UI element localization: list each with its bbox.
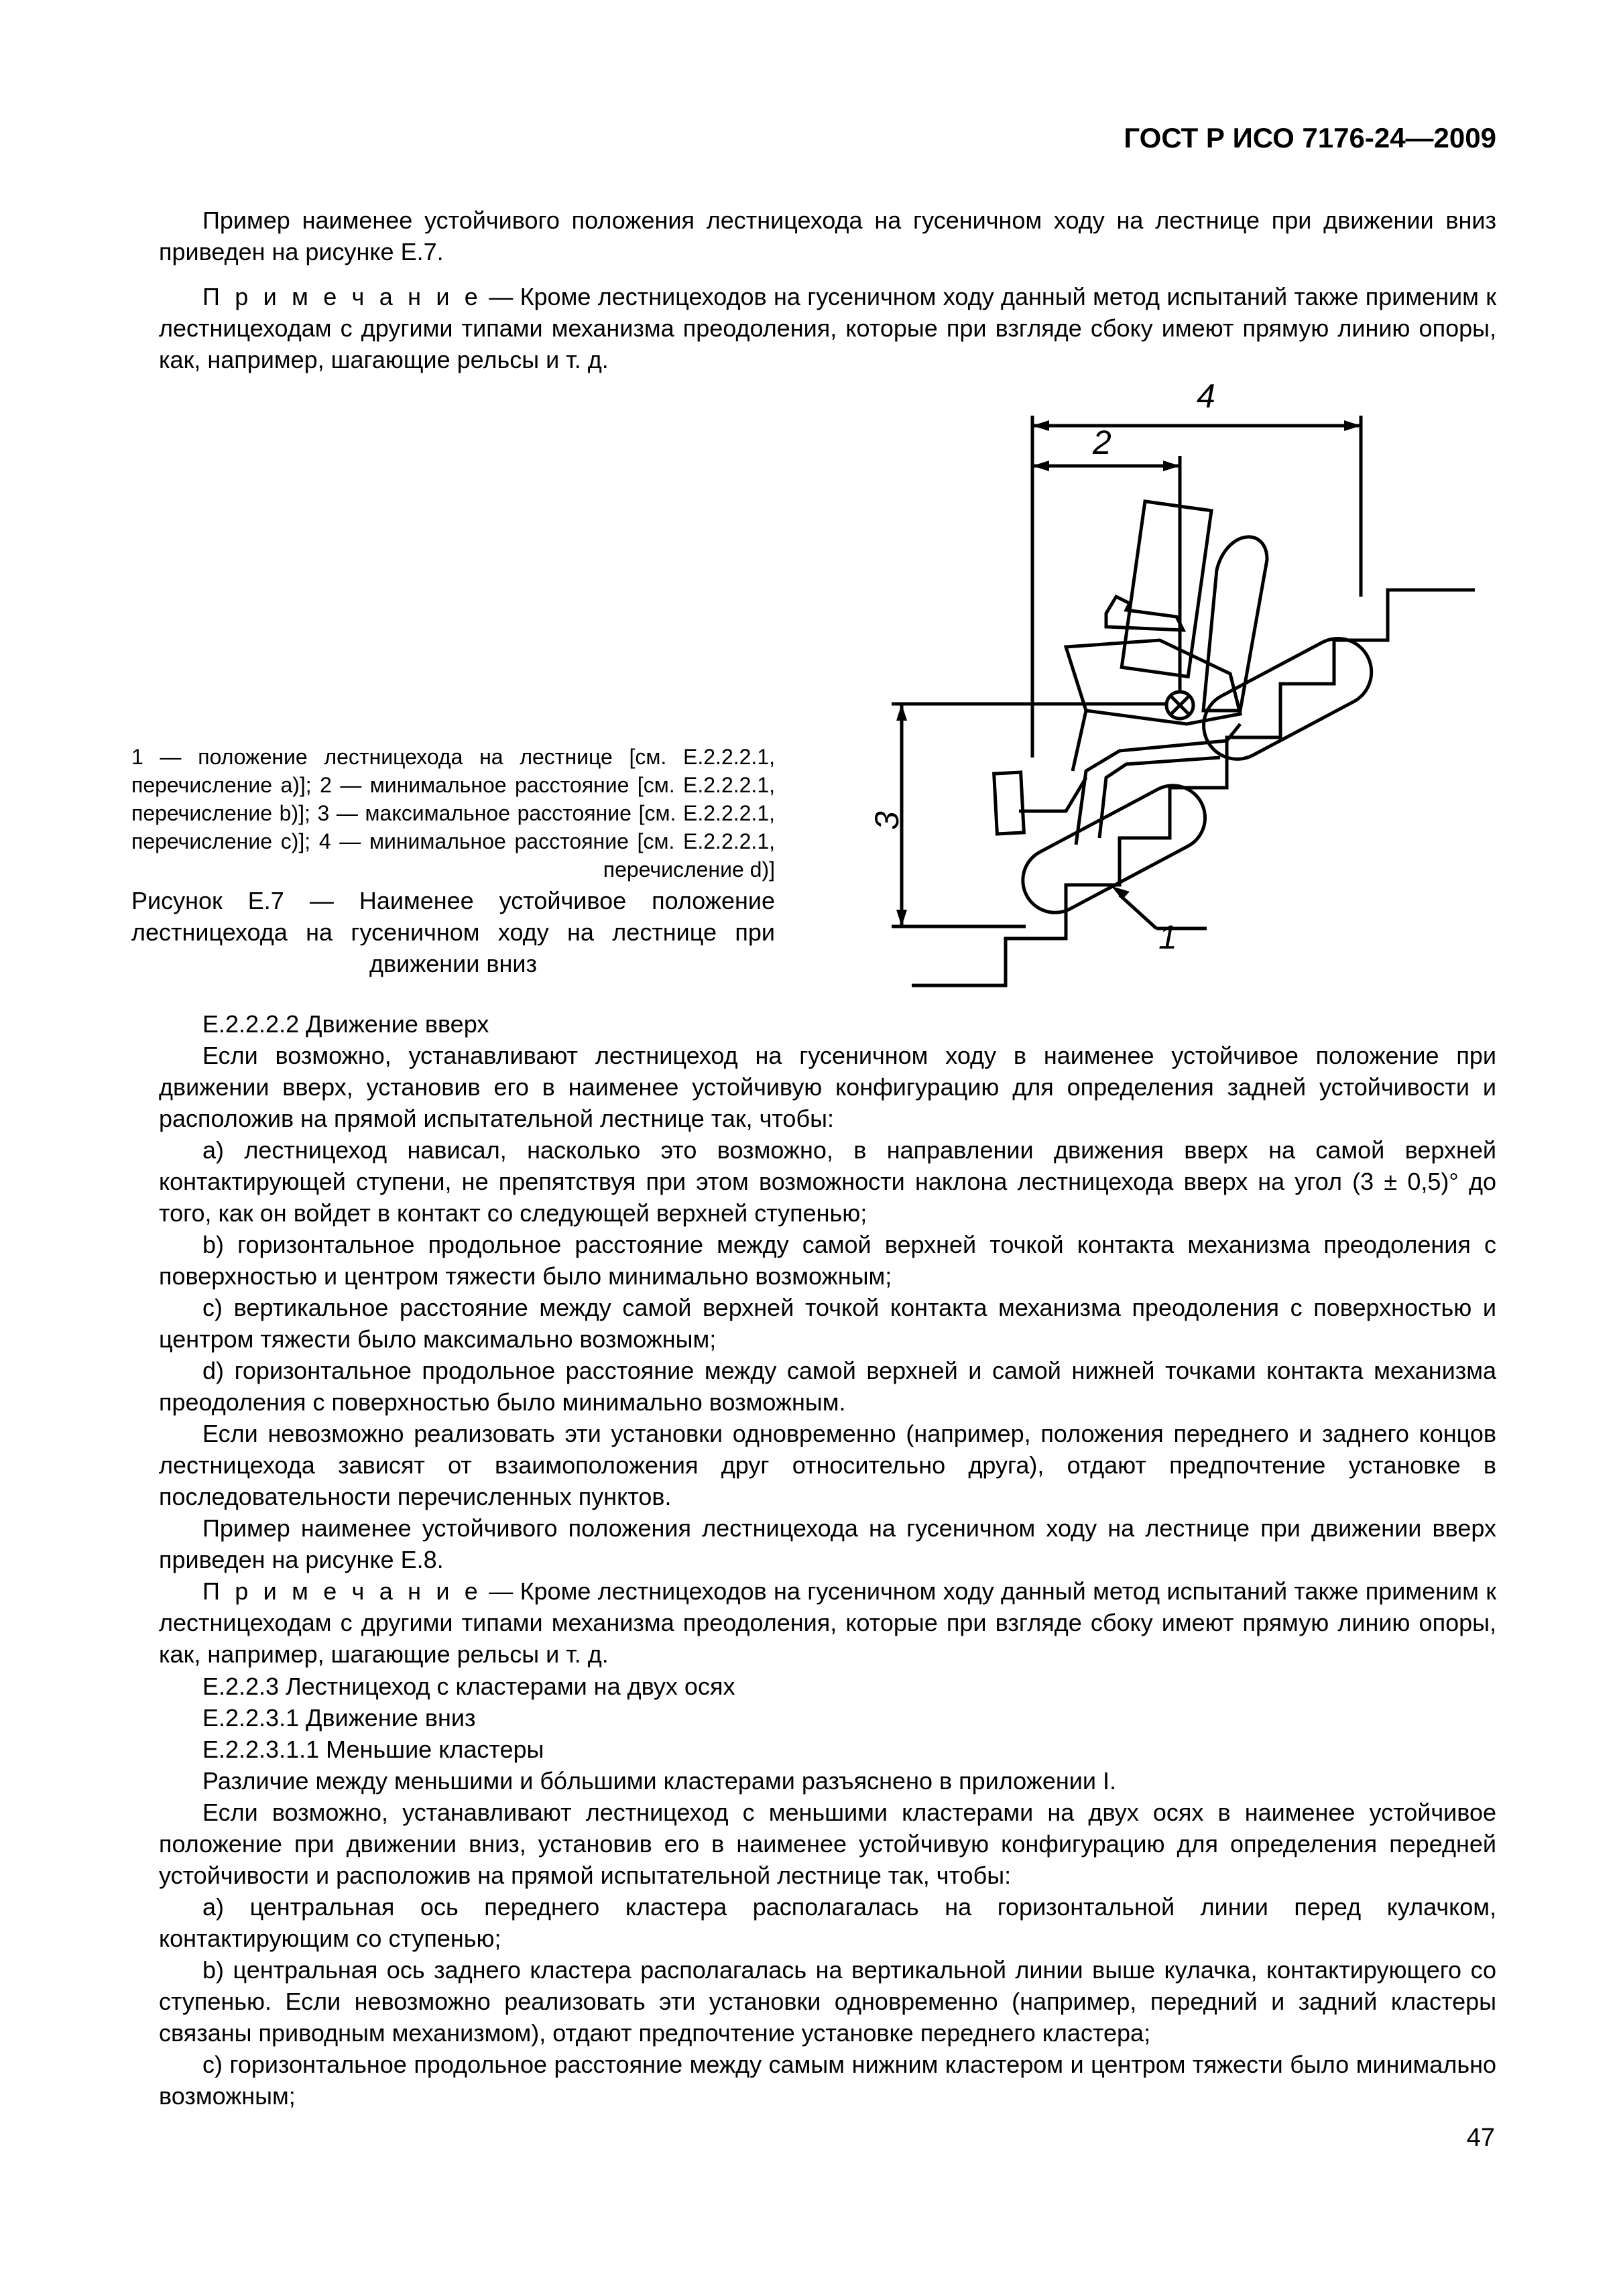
up-item-d: d) горизонтальное продольное расстояние между самой верхней и самой нижней точками контакта механизма преодоления с поверхностью было минимально возможным. [159,1357,1496,1416]
dimension-label-4: 4 [1197,377,1215,415]
up-paragraph-3: Пример наименее устойчивого положения лестницехода на гусеничном ходу на лестнице при движении вверх приведен на рисунке Е.8. [159,1514,1496,1573]
position-label-1: 1 [1158,918,1177,956]
up-paragraph-2: Если невозможно реализовать эти установки одновременно (например, положения переднего и заднего концов лестницехода зависят от взаимоположения друг относительно друга), отдают предпочтение установке в последовательности перечисленных пунктов. [159,1420,1496,1510]
note-text: — Кроме лестницеходов на гусеничном ходу данный метод испытаний также применим к лестницеходам с другими типами механизма преодоления, которые при взгляде сбоку имеют прямую линию опоры, как, например, шагающие рельсы и т. д. [159,283,1496,373]
upper-track [1192,627,1383,771]
up-paragraph-1: Если возможно, устанавливают лестницеход на гусеничном ходу в наименее устойчивое положение при движении вверх, установив его в наименее устойчивую конфигурацию для определения задней устойчивости и расположив на прямой испытательной лестнице так, чтобы: [159,1042,1496,1132]
heading-e22311: Е.2.2.3.1.1 Меньшие кластеры [202,1736,544,1763]
up-item-c: с) вертикальное расстояние между самой верхней точкой контакта механизма преодоления с поверхностью и центром тяжести было максимально возможным; [159,1294,1496,1353]
note-label: П р и м е ч а н и е [202,283,482,310]
standard-header: ГОСТ Р ИСО 7176-24—2009 [1124,122,1496,154]
intro-paragraph: Пример наименее устойчивого положения лестницехода на гусеничном ходу на лестнице при движении вниз приведен на рисунке Е.7. [159,206,1496,265]
dimension-label-2: 2 [1093,424,1111,461]
up-note [159,1575,1496,1670]
cluster-item-c: с) горизонтальное продольное расстояние между самым нижним кластером и центром тяжести было минимально возможным; [159,2051,1496,2110]
cluster-paragraph-1: Различие между меньшими и бóльшими кластерами разъяснено в приложении I. [202,1767,1116,1795]
cluster-item-b: b) центральная ось заднего кластера располагалась на вертикальной линии выше кулачка, контактирующего со ступенью. Если невозможно реализовать эти установки одновременно (например, передний и задний кластеры связаны приводным механизмом), отдают предпочтение установке переднего кластера; [159,1956,1496,2047]
heading-e223: Е.2.2.3 Лестницеход с кластерами на двух осях [202,1673,735,1700]
heading-e2222: Е.2.2.2.2 Движение вверх [202,1010,489,1038]
figure-e7-drawing [865,375,1508,1019]
figure-caption: Рисунок Е.7 — Наименее устойчивое положение лестницехода на гусеничном ходу на лестнице при движении вниз [131,887,775,977]
note-label: П р и м е ч а н и е [202,1577,482,1605]
lower-track [1012,774,1217,924]
figure-legend: 1 — положение лестницехода на лестнице [см. Е.2.2.2.1, перечисление а)]; 2 — минимальное расстояние [см. Е.2.2.2.1, перечисление b)]; 3 — максимальное расстояние [см. Е.2.2.2.1, перечисление с)]; 4 — минимальное расстояние [см. Е.2.2.2.1, перечисление d)] [131,745,775,882]
heading-e2231: Е.2.2.3.1 Движение вниз [202,1704,476,1732]
page-number: 47 [1466,2124,1495,2152]
up-item-a: а) лестницеход нависал, насколько это возможно, в направлении движения вверх на самой верхней контактирующей ступени, не препятствуя при этом возможности наклона лестницехода вверх на угол (3 ± 0,5)° до того, как он войдет в контакт со следующей верхней ступенью; [159,1136,1496,1227]
note-text: — Кроме лестницеходов на гусеничном ходу данный метод испытаний также применим к лестницеходам с другими типами механизма преодоления, которые при взгляде сбоку имеют прямую линию опоры, как, например, шагающие рельсы и т. д. [159,1577,1496,1668]
cluster-paragraph-2: Если возможно, устанавливают лестницеход с меньшими кластерами на двух осях в наименее устойчивое положение при движении вниз, установив его в наименее устойчивую конфигурацию для определения передней устойчивости и расположив на прямой испытательной лестнице так, чтобы: [159,1799,1496,1889]
backrest [1203,537,1267,711]
up-item-b: b) горизонтальное продольное расстояние между самой верхней точкой контакта механизма преодоления с поверхностью и центром тяжести было минимально возможным; [159,1231,1496,1290]
cluster-item-a: а) центральная ось переднего кластера располагалась на горизонтальной линии перед кулачком, контактирующим со ступенью; [159,1893,1496,1952]
dimension-label-3: 3 [868,811,906,830]
intro-note [159,281,1496,375]
